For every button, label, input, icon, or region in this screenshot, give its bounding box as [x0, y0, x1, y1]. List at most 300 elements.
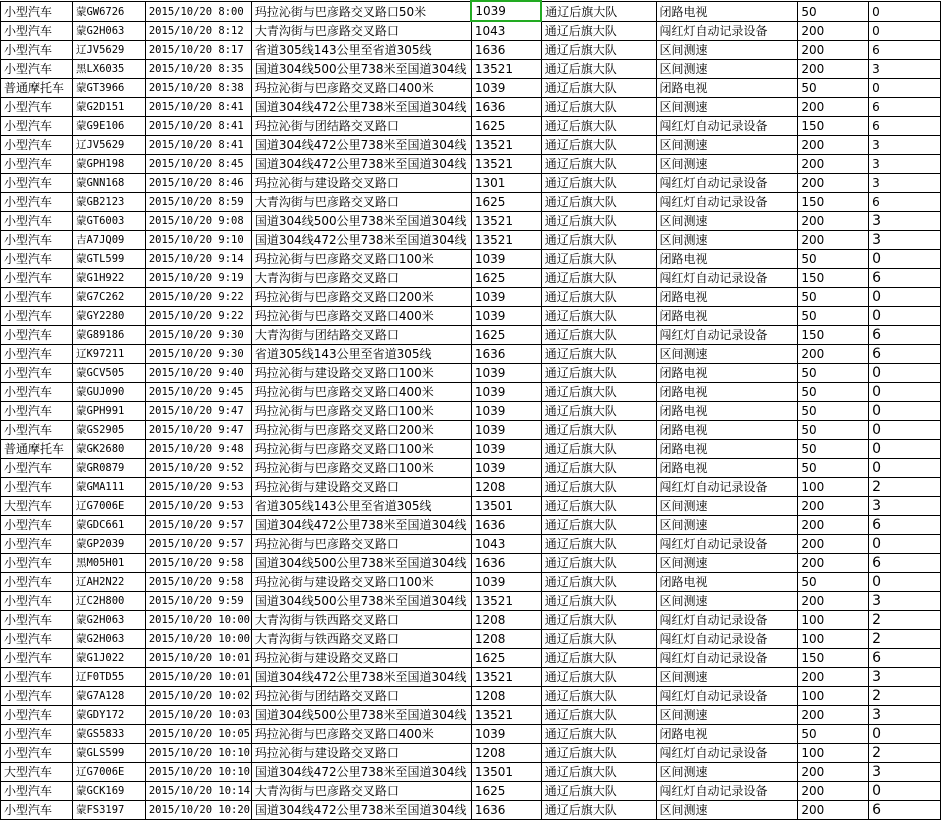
points-cell[interactable]: 2 — [869, 744, 941, 763]
code-cell[interactable]: 1636 — [471, 516, 541, 535]
points-cell[interactable]: 0 — [869, 459, 941, 478]
plate-cell[interactable]: 蒙GPH991 — [72, 402, 145, 421]
plate-cell[interactable]: 吉A7JQ09 — [72, 231, 145, 250]
plate-cell[interactable]: 蒙GCK169 — [72, 782, 145, 801]
vehicle-type-cell[interactable]: 小型汽车 — [1, 98, 73, 117]
points-cell[interactable]: 2 — [869, 611, 941, 630]
unit-cell[interactable]: 通辽后旗大队 — [541, 744, 656, 763]
code-cell[interactable]: 13521 — [471, 231, 541, 250]
code-cell[interactable]: 1625 — [471, 193, 541, 212]
plate-cell[interactable]: 辽JV5629 — [72, 41, 145, 60]
plate-cell[interactable]: 蒙G1J022 — [72, 649, 145, 668]
unit-cell[interactable]: 通辽后旗大队 — [541, 497, 656, 516]
points-cell[interactable]: 0 — [869, 421, 941, 440]
points-cell[interactable]: 0 — [869, 79, 941, 98]
vehicle-type-cell[interactable]: 小型汽车 — [1, 307, 73, 326]
location-cell[interactable]: 玛拉沁街与巴彦路交叉路口200米 — [251, 288, 471, 307]
fine-cell[interactable]: 100 — [798, 478, 869, 497]
points-cell[interactable]: 0 — [869, 383, 941, 402]
fine-cell[interactable]: 200 — [798, 706, 869, 725]
datetime-cell[interactable]: 2015/10/20 10:05 — [145, 725, 251, 744]
plate-cell[interactable]: 蒙G2H063 — [72, 611, 145, 630]
plate-cell[interactable]: 辽G7006E — [72, 497, 145, 516]
fine-cell[interactable]: 50 — [798, 725, 869, 744]
vehicle-type-cell[interactable]: 小型汽车 — [1, 459, 73, 478]
datetime-cell[interactable]: 2015/10/20 9:47 — [145, 421, 251, 440]
unit-cell[interactable]: 通辽后旗大队 — [541, 250, 656, 269]
location-cell[interactable]: 玛拉沁街与建设路交叉路口 — [251, 744, 471, 763]
points-cell[interactable]: 3 — [869, 231, 941, 250]
device-cell[interactable]: 闯红灯自动记录设备 — [656, 269, 798, 288]
fine-cell[interactable]: 50 — [798, 383, 869, 402]
code-cell[interactable]: 1039 — [471, 421, 541, 440]
device-cell[interactable]: 闯红灯自动记录设备 — [656, 326, 798, 345]
code-cell[interactable]: 1039 — [471, 364, 541, 383]
plate-cell[interactable]: 蒙GK2680 — [72, 440, 145, 459]
device-cell[interactable]: 闭路电视 — [656, 364, 798, 383]
unit-cell[interactable]: 通辽后旗大队 — [541, 79, 656, 98]
datetime-cell[interactable]: 2015/10/20 10:20 — [145, 801, 251, 820]
unit-cell[interactable]: 通辽后旗大队 — [541, 516, 656, 535]
vehicle-type-cell[interactable]: 小型汽车 — [1, 326, 73, 345]
unit-cell[interactable]: 通辽后旗大队 — [541, 1, 656, 21]
device-cell[interactable]: 闯红灯自动记录设备 — [656, 174, 798, 193]
datetime-cell[interactable]: 2015/10/20 10:02 — [145, 687, 251, 706]
location-cell[interactable]: 国道304线500公里738米至国道304线 — [251, 592, 471, 611]
datetime-cell[interactable]: 2015/10/20 9:10 — [145, 231, 251, 250]
plate-cell[interactable]: 蒙GT6003 — [72, 212, 145, 231]
datetime-cell[interactable]: 2015/10/20 9:14 — [145, 250, 251, 269]
location-cell[interactable]: 国道304线472公里738米至国道304线 — [251, 668, 471, 687]
location-cell[interactable]: 玛拉沁街与团结路交叉路口 — [251, 687, 471, 706]
points-cell[interactable]: 3 — [869, 668, 941, 687]
fine-cell[interactable]: 200 — [798, 345, 869, 364]
datetime-cell[interactable]: 2015/10/20 8:41 — [145, 136, 251, 155]
code-cell[interactable]: 13521 — [471, 212, 541, 231]
unit-cell[interactable]: 通辽后旗大队 — [541, 364, 656, 383]
device-cell[interactable]: 闯红灯自动记录设备 — [656, 611, 798, 630]
fine-cell[interactable]: 200 — [798, 174, 869, 193]
location-cell[interactable]: 玛拉沁街与建设路交叉路口 — [251, 478, 471, 497]
fine-cell[interactable]: 200 — [798, 516, 869, 535]
datetime-cell[interactable]: 2015/10/20 10:03 — [145, 706, 251, 725]
fine-cell[interactable]: 200 — [798, 668, 869, 687]
fine-cell[interactable]: 200 — [798, 41, 869, 60]
vehicle-type-cell[interactable]: 小型汽车 — [1, 269, 73, 288]
location-cell[interactable]: 玛拉沁街与建设路交叉路口100米 — [251, 364, 471, 383]
points-cell[interactable]: 2 — [869, 630, 941, 649]
points-cell[interactable]: 6 — [869, 326, 941, 345]
datetime-cell[interactable]: 2015/10/20 9:58 — [145, 573, 251, 592]
datetime-cell[interactable]: 2015/10/20 8:41 — [145, 117, 251, 136]
fine-cell[interactable]: 50 — [798, 307, 869, 326]
datetime-cell[interactable]: 2015/10/20 9:57 — [145, 535, 251, 554]
location-cell[interactable]: 国道304线472公里738米至国道304线 — [251, 98, 471, 117]
code-cell[interactable]: 13501 — [471, 763, 541, 782]
fine-cell[interactable]: 200 — [798, 763, 869, 782]
datetime-cell[interactable]: 2015/10/20 8:35 — [145, 60, 251, 79]
vehicle-type-cell[interactable]: 小型汽车 — [1, 212, 73, 231]
device-cell[interactable]: 区间测速 — [656, 801, 798, 820]
code-cell[interactable]: 1208 — [471, 478, 541, 497]
code-cell[interactable]: 1039 — [471, 402, 541, 421]
plate-cell[interactable]: 辽JV5629 — [72, 136, 145, 155]
datetime-cell[interactable]: 2015/10/20 10:00 — [145, 611, 251, 630]
unit-cell[interactable]: 通辽后旗大队 — [541, 326, 656, 345]
datetime-cell[interactable]: 2015/10/20 8:38 — [145, 79, 251, 98]
fine-cell[interactable]: 200 — [798, 21, 869, 41]
fine-cell[interactable]: 200 — [798, 155, 869, 174]
fine-cell[interactable]: 50 — [798, 364, 869, 383]
vehicle-type-cell[interactable]: 小型汽车 — [1, 725, 73, 744]
datetime-cell[interactable]: 2015/10/20 9:22 — [145, 288, 251, 307]
datetime-cell[interactable]: 2015/10/20 8:59 — [145, 193, 251, 212]
code-cell[interactable]: 1208 — [471, 630, 541, 649]
code-cell[interactable]: 1636 — [471, 801, 541, 820]
fine-cell[interactable]: 150 — [798, 326, 869, 345]
unit-cell[interactable]: 通辽后旗大队 — [541, 269, 656, 288]
unit-cell[interactable]: 通辽后旗大队 — [541, 41, 656, 60]
fine-cell[interactable]: 150 — [798, 649, 869, 668]
unit-cell[interactable]: 通辽后旗大队 — [541, 307, 656, 326]
datetime-cell[interactable]: 2015/10/20 9:58 — [145, 554, 251, 573]
code-cell[interactable]: 1039 — [471, 440, 541, 459]
vehicle-type-cell[interactable]: 小型汽车 — [1, 421, 73, 440]
code-cell[interactable]: 1636 — [471, 41, 541, 60]
unit-cell[interactable]: 通辽后旗大队 — [541, 478, 656, 497]
vehicle-type-cell[interactable]: 大型汽车 — [1, 497, 73, 516]
plate-cell[interactable]: 蒙GT3966 — [72, 79, 145, 98]
fine-cell[interactable]: 50 — [798, 288, 869, 307]
points-cell[interactable]: 6 — [869, 41, 941, 60]
datetime-cell[interactable]: 2015/10/20 9:19 — [145, 269, 251, 288]
points-cell[interactable]: 0 — [869, 725, 941, 744]
unit-cell[interactable]: 通辽后旗大队 — [541, 440, 656, 459]
unit-cell[interactable]: 通辽后旗大队 — [541, 763, 656, 782]
points-cell[interactable]: 6 — [869, 649, 941, 668]
datetime-cell[interactable]: 2015/10/20 9:48 — [145, 440, 251, 459]
plate-cell[interactable]: 蒙GPH198 — [72, 155, 145, 174]
points-cell[interactable]: 0 — [869, 402, 941, 421]
unit-cell[interactable]: 通辽后旗大队 — [541, 535, 656, 554]
vehicle-type-cell[interactable]: 小型汽车 — [1, 706, 73, 725]
device-cell[interactable]: 闭路电视 — [656, 288, 798, 307]
code-cell[interactable]: 1636 — [471, 554, 541, 573]
points-cell[interactable]: 0 — [869, 782, 941, 801]
vehicle-type-cell[interactable]: 小型汽车 — [1, 288, 73, 307]
points-cell[interactable]: 6 — [869, 193, 941, 212]
location-cell[interactable]: 玛拉沁街与建设路交叉路口100米 — [251, 573, 471, 592]
unit-cell[interactable]: 通辽后旗大队 — [541, 611, 656, 630]
device-cell[interactable]: 闭路电视 — [656, 402, 798, 421]
datetime-cell[interactable]: 2015/10/20 8:46 — [145, 174, 251, 193]
device-cell[interactable]: 区间测速 — [656, 668, 798, 687]
plate-cell[interactable]: 蒙GNN168 — [72, 174, 145, 193]
location-cell[interactable]: 省道305线143公里至省道305线 — [251, 41, 471, 60]
points-cell[interactable]: 6 — [869, 345, 941, 364]
device-cell[interactable]: 区间测速 — [656, 155, 798, 174]
vehicle-type-cell[interactable]: 小型汽车 — [1, 117, 73, 136]
vehicle-type-cell[interactable]: 小型汽车 — [1, 554, 73, 573]
points-cell[interactable]: 0 — [869, 21, 941, 41]
points-cell[interactable]: 2 — [869, 687, 941, 706]
datetime-cell[interactable]: 2015/10/20 9:52 — [145, 459, 251, 478]
location-cell[interactable]: 玛拉沁街与巴彦路交叉路口400米 — [251, 725, 471, 744]
unit-cell[interactable]: 通辽后旗大队 — [541, 706, 656, 725]
code-cell[interactable]: 1636 — [471, 98, 541, 117]
location-cell[interactable]: 玛拉沁街与巴彦路交叉路口400米 — [251, 79, 471, 98]
fine-cell[interactable]: 200 — [798, 212, 869, 231]
plate-cell[interactable]: 蒙GMA111 — [72, 478, 145, 497]
datetime-cell[interactable]: 2015/10/20 9:53 — [145, 497, 251, 516]
plate-cell[interactable]: 辽G7006E — [72, 763, 145, 782]
points-cell[interactable]: 6 — [869, 117, 941, 136]
device-cell[interactable]: 区间测速 — [656, 98, 798, 117]
fine-cell[interactable]: 200 — [798, 497, 869, 516]
vehicle-type-cell[interactable]: 小型汽车 — [1, 630, 73, 649]
points-cell[interactable]: 0 — [869, 535, 941, 554]
unit-cell[interactable]: 通辽后旗大队 — [541, 592, 656, 611]
unit-cell[interactable]: 通辽后旗大队 — [541, 402, 656, 421]
vehicle-type-cell[interactable]: 小型汽车 — [1, 250, 73, 269]
code-cell[interactable]: 1208 — [471, 744, 541, 763]
plate-cell[interactable]: 蒙G7A128 — [72, 687, 145, 706]
unit-cell[interactable]: 通辽后旗大队 — [541, 288, 656, 307]
code-cell[interactable]: 1039 — [471, 79, 541, 98]
unit-cell[interactable]: 通辽后旗大队 — [541, 193, 656, 212]
vehicle-type-cell[interactable]: 小型汽车 — [1, 649, 73, 668]
plate-cell[interactable]: 蒙G2H063 — [72, 21, 145, 41]
location-cell[interactable]: 国道304线500公里738米至国道304线 — [251, 554, 471, 573]
device-cell[interactable]: 闭路电视 — [656, 573, 798, 592]
datetime-cell[interactable]: 2015/10/20 9:30 — [145, 345, 251, 364]
unit-cell[interactable]: 通辽后旗大队 — [541, 554, 656, 573]
device-cell[interactable]: 闯红灯自动记录设备 — [656, 687, 798, 706]
vehicle-type-cell[interactable]: 普通摩托车 — [1, 440, 73, 459]
code-cell[interactable]: 1636 — [471, 345, 541, 364]
plate-cell[interactable]: 黑LX6035 — [72, 60, 145, 79]
code-cell[interactable]: 1039 — [471, 573, 541, 592]
fine-cell[interactable]: 200 — [798, 554, 869, 573]
device-cell[interactable]: 闭路电视 — [656, 440, 798, 459]
location-cell[interactable]: 大青沟街与铁西路交叉路口 — [251, 611, 471, 630]
fine-cell[interactable]: 50 — [798, 79, 869, 98]
vehicle-type-cell[interactable]: 小型汽车 — [1, 535, 73, 554]
device-cell[interactable]: 区间测速 — [656, 592, 798, 611]
datetime-cell[interactable]: 2015/10/20 10:01 — [145, 668, 251, 687]
vehicle-type-cell[interactable]: 小型汽车 — [1, 478, 73, 497]
unit-cell[interactable]: 通辽后旗大队 — [541, 212, 656, 231]
points-cell[interactable]: 3 — [869, 497, 941, 516]
code-cell[interactable]: 1039 — [471, 307, 541, 326]
code-cell[interactable]: 1039 — [471, 725, 541, 744]
device-cell[interactable]: 区间测速 — [656, 345, 798, 364]
device-cell[interactable]: 闭路电视 — [656, 307, 798, 326]
location-cell[interactable]: 省道305线143公里至省道305线 — [251, 345, 471, 364]
unit-cell[interactable]: 通辽后旗大队 — [541, 155, 656, 174]
location-cell[interactable]: 玛拉沁街与团结路交叉路口 — [251, 117, 471, 136]
vehicle-type-cell[interactable]: 小型汽车 — [1, 516, 73, 535]
location-cell[interactable]: 玛拉沁街与巴彦路交叉路口100米 — [251, 459, 471, 478]
datetime-cell[interactable]: 2015/10/20 9:53 — [145, 478, 251, 497]
vehicle-type-cell[interactable]: 小型汽车 — [1, 231, 73, 250]
device-cell[interactable]: 闯红灯自动记录设备 — [656, 630, 798, 649]
points-cell[interactable]: 0 — [869, 288, 941, 307]
datetime-cell[interactable]: 2015/10/20 9:59 — [145, 592, 251, 611]
plate-cell[interactable]: 辽K97211 — [72, 345, 145, 364]
unit-cell[interactable]: 通辽后旗大队 — [541, 117, 656, 136]
vehicle-type-cell[interactable]: 小型汽车 — [1, 41, 73, 60]
plate-cell[interactable]: 辽F0TD55 — [72, 668, 145, 687]
vehicle-type-cell[interactable]: 小型汽车 — [1, 193, 73, 212]
points-cell[interactable]: 0 — [869, 440, 941, 459]
location-cell[interactable]: 玛拉沁街与建设路交叉路口 — [251, 174, 471, 193]
vehicle-type-cell[interactable]: 小型汽车 — [1, 668, 73, 687]
datetime-cell[interactable]: 2015/10/20 10:10 — [145, 744, 251, 763]
plate-cell[interactable]: 蒙G89186 — [72, 326, 145, 345]
code-cell[interactable]: 1039 — [471, 1, 541, 21]
plate-cell[interactable]: 蒙GUJ090 — [72, 383, 145, 402]
datetime-cell[interactable]: 2015/10/20 9:45 — [145, 383, 251, 402]
fine-cell[interactable]: 200 — [798, 782, 869, 801]
fine-cell[interactable]: 150 — [798, 193, 869, 212]
fine-cell[interactable]: 100 — [798, 630, 869, 649]
plate-cell[interactable]: 蒙GDY172 — [72, 706, 145, 725]
device-cell[interactable]: 闯红灯自动记录设备 — [656, 744, 798, 763]
code-cell[interactable]: 13521 — [471, 136, 541, 155]
fine-cell[interactable]: 200 — [798, 60, 869, 79]
device-cell[interactable]: 闯红灯自动记录设备 — [656, 649, 798, 668]
code-cell[interactable]: 1039 — [471, 250, 541, 269]
unit-cell[interactable]: 通辽后旗大队 — [541, 459, 656, 478]
unit-cell[interactable]: 通辽后旗大队 — [541, 649, 656, 668]
code-cell[interactable]: 1039 — [471, 383, 541, 402]
plate-cell[interactable]: 蒙FS3197 — [72, 801, 145, 820]
unit-cell[interactable]: 通辽后旗大队 — [541, 421, 656, 440]
unit-cell[interactable]: 通辽后旗大队 — [541, 725, 656, 744]
location-cell[interactable]: 大青沟街与巴彦路交叉路口 — [251, 193, 471, 212]
fine-cell[interactable]: 50 — [798, 459, 869, 478]
vehicle-type-cell[interactable]: 小型汽车 — [1, 364, 73, 383]
device-cell[interactable]: 闯红灯自动记录设备 — [656, 193, 798, 212]
location-cell[interactable]: 玛拉沁街与巴彦路交叉路口100米 — [251, 250, 471, 269]
vehicle-type-cell[interactable]: 小型汽车 — [1, 402, 73, 421]
location-cell[interactable]: 国道304线500公里738米至国道304线 — [251, 60, 471, 79]
device-cell[interactable]: 闭路电视 — [656, 421, 798, 440]
unit-cell[interactable]: 通辽后旗大队 — [541, 801, 656, 820]
fine-cell[interactable]: 200 — [798, 801, 869, 820]
code-cell[interactable]: 13521 — [471, 60, 541, 79]
location-cell[interactable]: 大青沟街与巴彦路交叉路口 — [251, 21, 471, 41]
location-cell[interactable]: 国道304线500公里738米至国道304线 — [251, 706, 471, 725]
code-cell[interactable]: 13501 — [471, 497, 541, 516]
plate-cell[interactable]: 蒙G1H922 — [72, 269, 145, 288]
plate-cell[interactable]: 蒙G2D151 — [72, 98, 145, 117]
unit-cell[interactable]: 通辽后旗大队 — [541, 573, 656, 592]
datetime-cell[interactable]: 2015/10/20 9:40 — [145, 364, 251, 383]
points-cell[interactable]: 6 — [869, 98, 941, 117]
points-cell[interactable]: 0 — [869, 307, 941, 326]
location-cell[interactable]: 国道304线472公里738米至国道304线 — [251, 801, 471, 820]
vehicle-type-cell[interactable]: 小型汽车 — [1, 573, 73, 592]
location-cell[interactable]: 国道304线472公里738米至国道304线 — [251, 231, 471, 250]
vehicle-type-cell[interactable]: 小型汽车 — [1, 687, 73, 706]
device-cell[interactable]: 闯红灯自动记录设备 — [656, 782, 798, 801]
vehicle-type-cell[interactable]: 小型汽车 — [1, 155, 73, 174]
fine-cell[interactable]: 150 — [798, 269, 869, 288]
location-cell[interactable]: 玛拉沁街与巴彦路交叉路口200米 — [251, 421, 471, 440]
unit-cell[interactable]: 通辽后旗大队 — [541, 21, 656, 41]
location-cell[interactable]: 大青沟街与巴彦路交叉路口 — [251, 269, 471, 288]
plate-cell[interactable]: 蒙G9E106 — [72, 117, 145, 136]
location-cell[interactable]: 玛拉沁街与巴彦路交叉路口100米 — [251, 440, 471, 459]
location-cell[interactable]: 国道304线472公里738米至国道304线 — [251, 516, 471, 535]
fine-cell[interactable]: 100 — [798, 687, 869, 706]
plate-cell[interactable]: 蒙GR0879 — [72, 459, 145, 478]
code-cell[interactable]: 1301 — [471, 174, 541, 193]
device-cell[interactable]: 闭路电视 — [656, 1, 798, 21]
unit-cell[interactable]: 通辽后旗大队 — [541, 345, 656, 364]
device-cell[interactable]: 闭路电视 — [656, 250, 798, 269]
datetime-cell[interactable]: 2015/10/20 9:30 — [145, 326, 251, 345]
device-cell[interactable]: 闯红灯自动记录设备 — [656, 21, 798, 41]
points-cell[interactable]: 3 — [869, 763, 941, 782]
code-cell[interactable]: 1208 — [471, 611, 541, 630]
points-cell[interactable]: 6 — [869, 269, 941, 288]
unit-cell[interactable]: 通辽后旗大队 — [541, 231, 656, 250]
code-cell[interactable]: 1625 — [471, 649, 541, 668]
fine-cell[interactable]: 50 — [798, 250, 869, 269]
location-cell[interactable]: 玛拉沁街与巴彦路交叉路口400米 — [251, 307, 471, 326]
fine-cell[interactable]: 200 — [798, 231, 869, 250]
plate-cell[interactable]: 黑M05H01 — [72, 554, 145, 573]
vehicle-type-cell[interactable]: 小型汽车 — [1, 383, 73, 402]
code-cell[interactable]: 1625 — [471, 326, 541, 345]
location-cell[interactable]: 国道304线472公里738米至国道304线 — [251, 136, 471, 155]
unit-cell[interactable]: 通辽后旗大队 — [541, 60, 656, 79]
fine-cell[interactable]: 50 — [798, 402, 869, 421]
vehicle-type-cell[interactable]: 普通摩托车 — [1, 79, 73, 98]
points-cell[interactable]: 2 — [869, 478, 941, 497]
points-cell[interactable]: 3 — [869, 60, 941, 79]
fine-cell[interactable]: 100 — [798, 611, 869, 630]
points-cell[interactable]: 3 — [869, 174, 941, 193]
fine-cell[interactable]: 50 — [798, 440, 869, 459]
datetime-cell[interactable]: 2015/10/20 8:17 — [145, 41, 251, 60]
code-cell[interactable]: 1625 — [471, 269, 541, 288]
code-cell[interactable]: 13521 — [471, 706, 541, 725]
datetime-cell[interactable]: 2015/10/20 10:01 — [145, 649, 251, 668]
plate-cell[interactable]: 蒙GTL599 — [72, 250, 145, 269]
points-cell[interactable]: 0 — [869, 250, 941, 269]
unit-cell[interactable]: 通辽后旗大队 — [541, 98, 656, 117]
code-cell[interactable]: 1039 — [471, 288, 541, 307]
device-cell[interactable]: 区间测速 — [656, 516, 798, 535]
points-cell[interactable]: 6 — [869, 516, 941, 535]
code-cell[interactable]: 13521 — [471, 592, 541, 611]
code-cell[interactable]: 1043 — [471, 21, 541, 41]
plate-cell[interactable]: 蒙GP2039 — [72, 535, 145, 554]
plate-cell[interactable]: 辽AH2N22 — [72, 573, 145, 592]
points-cell[interactable]: 3 — [869, 136, 941, 155]
fine-cell[interactable]: 200 — [798, 535, 869, 554]
unit-cell[interactable]: 通辽后旗大队 — [541, 136, 656, 155]
datetime-cell[interactable]: 2015/10/20 9:57 — [145, 516, 251, 535]
datetime-cell[interactable]: 2015/10/20 10:10 — [145, 763, 251, 782]
unit-cell[interactable]: 通辽后旗大队 — [541, 687, 656, 706]
datetime-cell[interactable]: 2015/10/20 9:22 — [145, 307, 251, 326]
datetime-cell[interactable]: 2015/10/20 10:14 — [145, 782, 251, 801]
